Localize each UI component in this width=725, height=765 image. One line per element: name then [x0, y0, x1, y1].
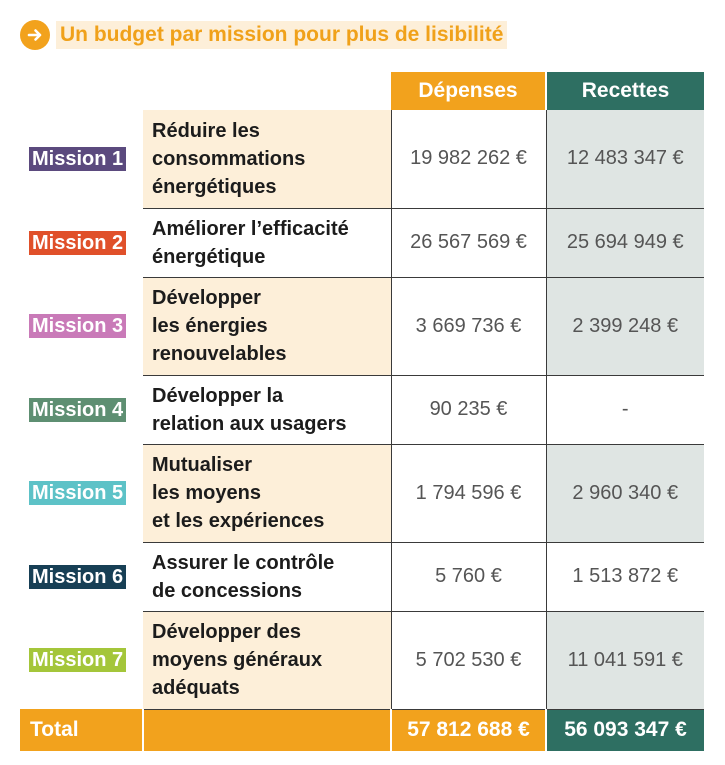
- table-row: [20, 542, 704, 611]
- description-line: de concessions: [152, 579, 303, 602]
- mission-description: [143, 110, 391, 208]
- mission-description: [143, 444, 391, 542]
- table-row: [20, 110, 704, 208]
- total-depenses: 57 812 688 €: [391, 709, 546, 751]
- column-header-depenses: Dépenses: [391, 72, 546, 110]
- depenses-value: 3 669 736 €: [391, 277, 546, 375]
- description-line: Réduire les: [152, 119, 260, 142]
- mission-badge: Mission 4: [29, 398, 126, 422]
- description-line: Mutualiser: [152, 454, 253, 476]
- description-line: Développer: [152, 287, 261, 309]
- mission-description: [143, 375, 391, 444]
- table-row: [20, 277, 704, 375]
- total-recettes: 56 093 347 €: [546, 709, 704, 751]
- table-row: [20, 375, 704, 444]
- mission-badge-cell: [20, 277, 143, 375]
- description-line: Développer la: [152, 384, 284, 407]
- description-line: relation aux usagers: [152, 412, 347, 435]
- description-line: et les expériences: [152, 510, 325, 532]
- arrow-right-icon: [20, 20, 50, 50]
- depenses-value: 5 760 €: [391, 542, 546, 611]
- recettes-value: -: [546, 375, 704, 444]
- mission-badge: Mission 2: [29, 231, 126, 255]
- table-header-row: [20, 72, 704, 110]
- depenses-value: 1 794 596 €: [391, 444, 546, 542]
- mission-badge-cell: [20, 444, 143, 542]
- mission-description: [143, 611, 391, 709]
- table-row: [20, 208, 704, 277]
- mission-badge-cell: [20, 542, 143, 611]
- header-empty-cell: [20, 72, 143, 110]
- description-line: les énergies: [152, 315, 268, 337]
- description-line: énergétiques: [152, 175, 277, 198]
- mission-badge: Mission 3: [29, 314, 126, 338]
- description-line: Assurer le contrôle: [152, 551, 335, 574]
- table-row: [20, 611, 704, 709]
- budget-table: [20, 72, 704, 751]
- description-line: Améliorer l’efficacité: [152, 217, 349, 240]
- description-line: moyens généraux: [152, 649, 323, 671]
- total-blank-cell: [143, 709, 391, 751]
- recettes-value: 11 041 591 €: [546, 611, 704, 709]
- mission-badge-cell: [20, 110, 143, 208]
- recettes-value: 12 483 347 €: [546, 110, 704, 208]
- mission-badge: Mission 7: [29, 648, 126, 672]
- mission-badge-cell: [20, 611, 143, 709]
- mission-badge-cell: [20, 208, 143, 277]
- total-row: [20, 709, 704, 751]
- recettes-value: 2 399 248 €: [546, 277, 704, 375]
- description-line: adéquats: [152, 677, 240, 699]
- description-line: consommations: [152, 147, 306, 170]
- depenses-value: 19 982 262 €: [391, 110, 546, 208]
- description-line: énergétique: [152, 245, 266, 268]
- mission-badge: Mission 6: [29, 565, 126, 589]
- mission-description: [143, 208, 391, 277]
- recettes-value: 2 960 340 €: [546, 444, 704, 542]
- mission-description: [143, 542, 391, 611]
- mission-badge: Mission 1: [29, 147, 126, 171]
- mission-badge: Mission 5: [29, 481, 126, 505]
- mission-badge-cell: [20, 375, 143, 444]
- recettes-value: 1 513 872 €: [546, 542, 704, 611]
- total-label: Total: [20, 709, 143, 751]
- depenses-value: 5 702 530 €: [391, 611, 546, 709]
- section-heading: [20, 20, 507, 50]
- description-line: renouvelables: [152, 343, 287, 365]
- depenses-value: 90 235 €: [391, 375, 546, 444]
- description-line: les moyens: [152, 482, 261, 504]
- page-title: Un budget par mission pour plus de lisibilité: [56, 21, 507, 49]
- depenses-value: 26 567 569 €: [391, 208, 546, 277]
- table-row: [20, 444, 704, 542]
- description-line: Développer des: [152, 621, 301, 643]
- column-header-recettes: Recettes: [546, 72, 704, 110]
- recettes-value: 25 694 949 €: [546, 208, 704, 277]
- mission-description: [143, 277, 391, 375]
- header-empty-cell: [143, 72, 391, 110]
